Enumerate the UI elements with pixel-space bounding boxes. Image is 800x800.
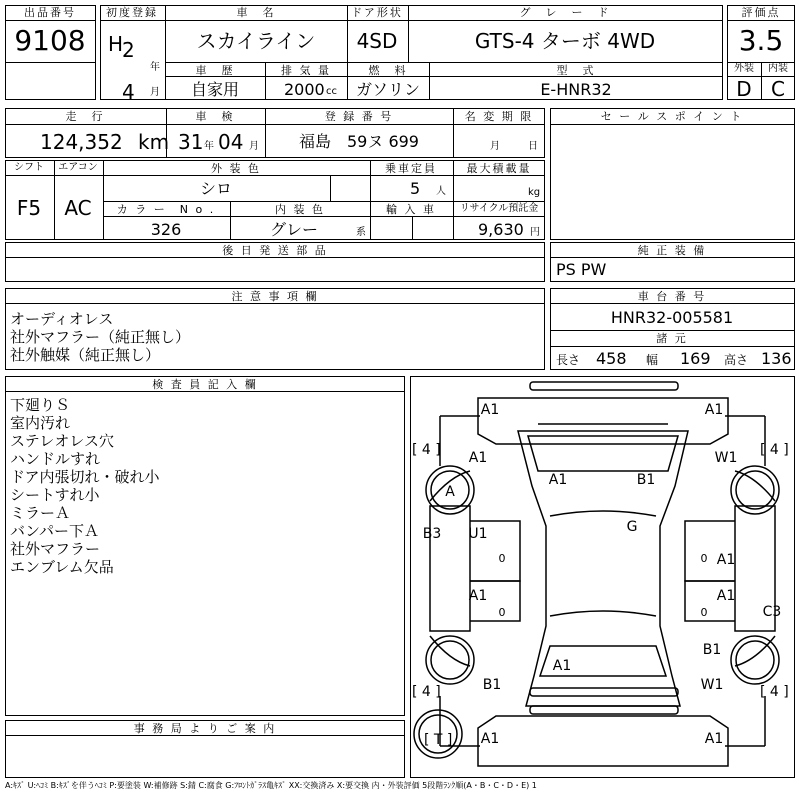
first-reg-label: 初度登録 xyxy=(106,6,158,19)
inspection-label: 車 検 xyxy=(195,110,235,123)
month-unit: 月 xyxy=(150,87,160,98)
plate-number: 福島 59ヌ 699 xyxy=(299,132,419,151)
damage-mark: B1 xyxy=(636,472,656,488)
genuine-label: 純 正 装 備 xyxy=(637,244,707,257)
inspector-note: シートすれ小 xyxy=(10,486,100,504)
import-label: 輸 入 車 xyxy=(386,203,436,216)
note-item: 社外マフラー（純正無し） xyxy=(10,328,191,346)
office-label: 事 務 局 よ り ご 案 内 xyxy=(133,722,277,735)
first-reg-year: 2 xyxy=(122,38,135,62)
displacement-unit: cc xyxy=(326,86,337,97)
mileage-unit: km xyxy=(138,130,170,154)
ac: AC xyxy=(64,196,92,220)
tire-mark: [ T ] xyxy=(424,732,453,748)
name-change-day: 日 xyxy=(528,141,538,152)
score-label: 評価点 xyxy=(741,6,781,19)
grade-label: グ レ ー ド xyxy=(519,6,611,19)
tire-mark: [ 4 ] xyxy=(412,442,441,458)
damage-mark: A xyxy=(445,484,455,500)
inspector-label: 検 査 員 記 入 欄 xyxy=(152,378,258,391)
specs-label: 諸 元 xyxy=(656,332,688,345)
legend: A:ｷｽﾞ U:ﾍｺﾐ B:ｷｽﾞを伴うﾍｺﾐ P:要塗装 W:補修跡 S:錆 C:腐食 G:ﾌﾛﾝﾄｶﾞﾗｽ亀ｷｽﾞ XX:交換済み X:要交換 内・外装評価 5段階ﾗﾝｸ順(A・B・C・D・E) 1 xyxy=(5,781,537,790)
damage-mark: W1 xyxy=(700,677,724,693)
interior-label: 内装 xyxy=(768,63,788,74)
length: 458 xyxy=(596,349,627,368)
ac-label: エアコン xyxy=(58,162,98,173)
car-name-label: 車 名 xyxy=(236,6,276,19)
note-item: オーディオレス xyxy=(10,310,114,328)
damage-mark: A1 xyxy=(480,402,500,418)
door-type: 4SD xyxy=(356,29,398,53)
shift: F5 xyxy=(16,196,42,220)
displacement-label: 排 気 量 xyxy=(281,64,331,77)
max-load-label: 最大積載量 xyxy=(466,162,532,175)
capacity-unit: 人 xyxy=(436,186,446,197)
damage-mark: A1 xyxy=(704,731,724,747)
height: 136 xyxy=(761,349,792,368)
int-color-unit: 系 xyxy=(356,227,366,238)
fuel: ガソリン xyxy=(355,80,421,99)
damage-mark: B1 xyxy=(702,642,722,658)
later-parts-label: 後 日 発 送 部 品 xyxy=(222,244,328,257)
inspector-note: ステレオレス穴 xyxy=(10,432,114,450)
ext-color-label: 外 装 色 xyxy=(211,162,261,175)
inspector-note: エンブレム欠品 xyxy=(10,558,114,576)
genuine-equipment: PS PW xyxy=(556,260,607,279)
damage-mark: G xyxy=(626,519,638,535)
max-load-unit: kg xyxy=(528,187,541,198)
exterior-grade: D xyxy=(736,77,752,101)
damage-mark: A1 xyxy=(704,402,724,418)
note-item: 社外触媒（純正無し） xyxy=(10,346,161,364)
damage-mark: C3 xyxy=(762,604,782,620)
inspector-note: 下廻りＳ xyxy=(10,396,71,414)
interior-grade: C xyxy=(771,77,785,101)
damage-mark: A1 xyxy=(552,658,572,674)
damage-mark: B3 xyxy=(422,526,442,542)
mileage: 124,352 xyxy=(40,130,123,154)
inspection-month: 04 xyxy=(218,130,244,154)
color-no: 326 xyxy=(150,220,182,239)
tire-mark: [ 4 ] xyxy=(412,684,441,700)
first-reg-month: 4 xyxy=(122,80,135,104)
zero-mark: 0 xyxy=(498,606,506,619)
damage-mark: A1 xyxy=(468,588,488,604)
inspection-year-unit: 年 xyxy=(204,141,214,152)
mileage-label: 走 行 xyxy=(65,110,105,123)
name-change-label: 名 変 期 限 xyxy=(464,110,534,123)
exterior-label: 外装 xyxy=(734,63,754,74)
zero-mark: 0 xyxy=(700,606,708,619)
shift-label: シフト xyxy=(14,162,44,173)
damage-mark: W1 xyxy=(714,450,738,466)
fuel-label: 燃 料 xyxy=(368,64,408,77)
width-label: 幅 xyxy=(646,353,659,367)
damage-mark: A1 xyxy=(480,731,500,747)
door-label: ドア形状 xyxy=(351,6,403,19)
tire-mark: [ 4 ] xyxy=(760,684,789,700)
model-label: 型 式 xyxy=(556,64,596,77)
lot-number-label: 出品番号 xyxy=(24,6,76,19)
ext-color: シロ xyxy=(199,179,233,198)
chassis-label: 車 台 番 号 xyxy=(637,290,707,303)
car-diagram xyxy=(410,376,795,778)
car-name: スカイライン xyxy=(196,29,316,53)
displacement: 2000 xyxy=(284,80,325,99)
inspector-note: ミラーＡ xyxy=(10,504,71,522)
color-no-label: カ ラ ー N o . xyxy=(116,203,216,216)
sales-point-box xyxy=(550,108,795,240)
inspector-note: ハンドルすれ xyxy=(10,450,101,468)
damage-mark: A1 xyxy=(716,588,736,604)
recycle-unit: 円 xyxy=(530,227,540,238)
plate-label: 登 録 番 号 xyxy=(324,110,394,123)
damage-mark: A1 xyxy=(548,472,568,488)
year-unit: 年 xyxy=(150,62,160,73)
history-label: 車 歴 xyxy=(195,64,235,77)
inspector-note: ドア内張切れ・破れ小 xyxy=(10,468,160,486)
chassis-number: HNR32-005581 xyxy=(610,308,734,327)
zero-mark: 0 xyxy=(700,552,708,565)
score: 3.5 xyxy=(738,24,784,57)
inspector-note: 社外マフラー xyxy=(10,540,101,558)
history: 自家用 xyxy=(190,80,240,99)
damage-mark: A1 xyxy=(468,450,488,466)
inspector-note: バンパー下Ａ xyxy=(10,522,99,540)
capacity-label: 乗車定員 xyxy=(385,162,437,175)
width: 169 xyxy=(680,349,711,368)
int-color: グレー xyxy=(270,220,319,239)
capacity: 5 xyxy=(410,179,421,198)
inspection-month-unit: 月 xyxy=(249,141,259,152)
notes-label: 注 意 事 項 欄 xyxy=(231,290,319,303)
height-label: 高さ xyxy=(724,353,749,367)
damage-mark: U1 xyxy=(468,526,488,542)
model: E-HNR32 xyxy=(540,80,612,99)
era: H xyxy=(108,32,124,56)
damage-mark: B1 xyxy=(482,677,502,693)
sales-point-label: セ ー ル ス ポ イ ン ト xyxy=(600,110,744,123)
damage-mark: A1 xyxy=(716,552,736,568)
inspector-note: 室内汚れ xyxy=(10,414,71,432)
int-color-label: 内 装 色 xyxy=(275,203,325,216)
length-label: 長さ xyxy=(556,353,581,367)
name-change-month: 月 xyxy=(490,141,500,152)
grade: GTS-4 ターボ 4WD xyxy=(474,29,656,53)
recycle-label: リサイクル預託金 xyxy=(459,203,539,214)
recycle-fee: 9,630 xyxy=(478,220,524,239)
lot-number: 9108 xyxy=(14,24,86,57)
tire-mark: [ 4 ] xyxy=(760,442,789,458)
inspection-year: 31 xyxy=(178,130,204,154)
zero-mark: 0 xyxy=(498,552,506,565)
